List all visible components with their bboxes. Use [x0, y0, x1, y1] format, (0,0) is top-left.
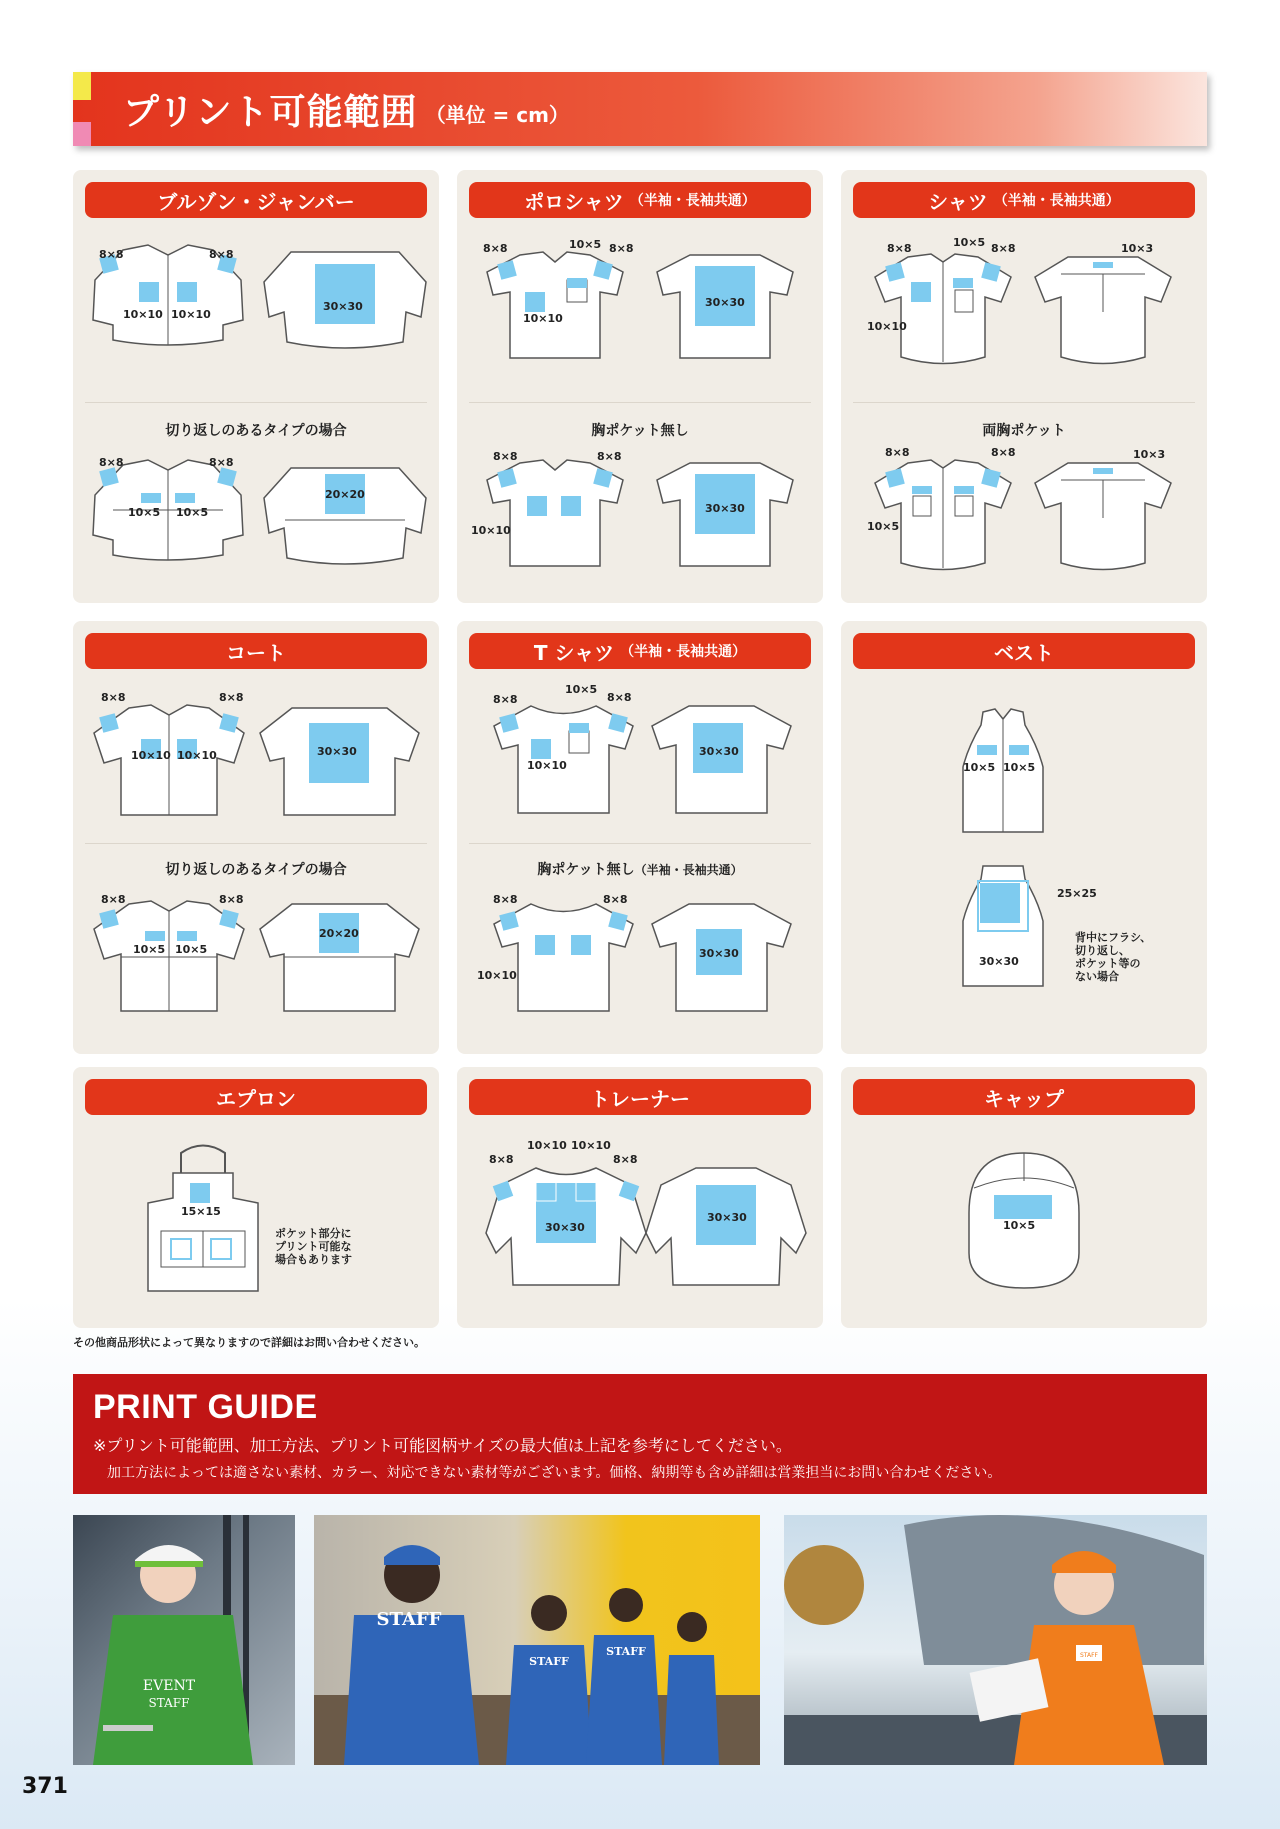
- svg-text:STAFF: STAFF: [376, 1609, 442, 1630]
- label: 30×30: [699, 745, 739, 758]
- photo-stadium-staff: [784, 1515, 1207, 1765]
- label: 10×5: [176, 506, 209, 519]
- label: 8×8: [887, 242, 912, 255]
- label: 10×10: [123, 308, 163, 321]
- label: 8×8: [613, 1153, 638, 1166]
- label: 8×8: [101, 691, 126, 704]
- label: 30×30: [979, 955, 1019, 968]
- label: 8×8: [609, 242, 634, 255]
- coat-front-alt-diagram: [89, 899, 249, 1014]
- label: 8×8: [483, 242, 508, 255]
- label: 8×8: [219, 691, 244, 704]
- label: 8×8: [597, 450, 622, 463]
- label: 8×8: [493, 693, 518, 706]
- label: 20×20: [319, 927, 359, 940]
- panel-apron: [73, 1067, 439, 1328]
- panel-trainer: [457, 1067, 823, 1328]
- label: 10×5: [867, 520, 900, 533]
- label: 30×30: [699, 947, 739, 960]
- shirt-back-alt-diagram: [1033, 458, 1173, 573]
- coat-back-alt-diagram: [257, 899, 422, 1014]
- coat-back-diagram: [257, 703, 422, 818]
- panel-polo: [457, 170, 823, 603]
- panel-title: コート: [85, 633, 427, 669]
- label: 8×8: [493, 450, 518, 463]
- label: 30×30: [707, 1211, 747, 1224]
- label: 10×5: [1003, 761, 1036, 774]
- print-guide: [73, 1374, 1207, 1494]
- apron-note: ポケット部分に プリント可能な 場合もあります: [275, 1227, 352, 1266]
- tshirt-front-alt-diagram: [491, 899, 636, 1014]
- subcaption: 切り返しのあるタイプの場合: [165, 423, 347, 439]
- guide-text-2: 加工方法によっては適さない素材、カラー、対応できない素材等がございます。価格、納期等も含め詳細は営業担当にお問い合わせください。: [107, 1465, 1002, 1481]
- footnote: その他商品形状によって異なりますので詳細はお問い合わせください。: [73, 1336, 425, 1349]
- label: 10×10: [527, 1139, 567, 1152]
- page-number: 371: [22, 1774, 68, 1799]
- shirt-front-diagram: [873, 252, 1013, 367]
- panel-title: トレーナー: [469, 1079, 811, 1115]
- label: 10×5: [565, 683, 598, 696]
- label: 10×3: [1121, 242, 1154, 255]
- label: 8×8: [489, 1153, 514, 1166]
- label: 8×8: [99, 456, 124, 469]
- label: 10×10: [177, 749, 217, 762]
- label: 8×8: [603, 893, 628, 906]
- panel-title: エプロン: [85, 1079, 427, 1115]
- shirt-front-alt-diagram: [873, 458, 1013, 573]
- label: 8×8: [607, 691, 632, 704]
- polo-front-diagram: [485, 250, 625, 360]
- label: 30×30: [705, 296, 745, 309]
- panel-coat: [73, 621, 439, 1054]
- label: 20×20: [325, 488, 365, 501]
- panel-vest: [841, 621, 1207, 1054]
- label: 10×10: [527, 759, 567, 772]
- label: 8×8: [219, 893, 244, 906]
- panel-title: ブルゾン・ジャンバー: [85, 182, 427, 218]
- label: 10×5: [175, 943, 208, 956]
- subcaption: 両胸ポケット: [982, 423, 1066, 439]
- label: 8×8: [101, 893, 126, 906]
- trainer-back-diagram: [641, 1163, 811, 1288]
- label: 30×30: [323, 300, 363, 313]
- label: 10×10: [867, 320, 907, 333]
- label: 8×8: [991, 242, 1016, 255]
- panel-cap: [841, 1067, 1207, 1328]
- section-banner: [73, 72, 1207, 146]
- panel-tshirt: [457, 621, 823, 1054]
- panel-title: T シャツ （半袖・長袖共通）: [469, 633, 811, 669]
- panel-title: ベスト: [853, 633, 1195, 669]
- unit-label: （単位 = cm）: [425, 102, 569, 127]
- label: 10×3: [1133, 448, 1166, 461]
- label: 10×10: [571, 1139, 611, 1152]
- label: 25×25: [1057, 887, 1097, 900]
- label: 8×8: [209, 248, 234, 261]
- label: 10×5: [1003, 1219, 1036, 1232]
- svg-text:EVENT: EVENT: [142, 1678, 196, 1694]
- label: 10×10: [523, 312, 563, 325]
- banner-accent-pink: [73, 122, 91, 146]
- label: 10×5: [133, 943, 166, 956]
- panel-blouson: [73, 170, 439, 603]
- svg-text:STAFF: STAFF: [606, 1645, 646, 1658]
- vest-note: 背中にフラシ、 切り返し、 ポケット等の ない場合: [1075, 931, 1152, 983]
- label: 10×10: [471, 524, 511, 537]
- page-title: プリント可能範囲: [123, 91, 418, 133]
- panel-title: ポロシャツ （半袖・長袖共通）: [469, 182, 811, 218]
- guide-text-1: ※プリント可能範囲、加工方法、プリント可能図柄サイズの最大値は上記を参考にしてください。: [93, 1436, 792, 1455]
- label: 10×5: [953, 236, 986, 249]
- svg-text:STAFF: STAFF: [148, 1696, 190, 1710]
- blouson-front-alt-diagram: [83, 455, 253, 575]
- svg-text:STAFF: STAFF: [529, 1655, 569, 1668]
- photo-staff-team: [314, 1515, 760, 1765]
- label: 15×15: [181, 1205, 221, 1218]
- apron-diagram: [143, 1143, 263, 1293]
- panel-title: シャツ （半袖・長袖共通）: [853, 182, 1195, 218]
- subcaption: 胸ポケット無し: [591, 423, 689, 439]
- label: 10×5: [569, 238, 602, 251]
- banner-accent-yellow: [73, 72, 91, 100]
- subcaption: 胸ポケット無し（半袖・長袖共通）: [537, 862, 743, 878]
- guide-title: PRINT GUIDE: [93, 1388, 318, 1426]
- label: 8×8: [991, 446, 1016, 459]
- label: 10×10: [477, 969, 517, 982]
- label: 10×5: [963, 761, 996, 774]
- label: 8×8: [493, 893, 518, 906]
- vest-back-diagram: [953, 861, 1053, 991]
- cap-diagram: [959, 1143, 1089, 1293]
- polo-front-alt-diagram: [485, 458, 625, 568]
- label: 10×10: [131, 749, 171, 762]
- label: 10×5: [128, 506, 161, 519]
- subcaption: 切り返しのあるタイプの場合: [165, 862, 347, 878]
- label: 8×8: [209, 456, 234, 469]
- label: 30×30: [705, 502, 745, 515]
- blouson-back-alt-diagram: [261, 458, 429, 576]
- svg-text:STAFF: STAFF: [1079, 1652, 1099, 1659]
- tshirt-back-diagram: [649, 701, 794, 816]
- label: 10×10: [171, 308, 211, 321]
- label: 8×8: [885, 446, 910, 459]
- panel-shirt: [841, 170, 1207, 603]
- shirt-back-diagram: [1033, 252, 1173, 367]
- label: 30×30: [545, 1221, 585, 1234]
- photo-event-staff: [73, 1515, 295, 1765]
- label: 30×30: [317, 745, 357, 758]
- panel-title: キャップ: [853, 1079, 1195, 1115]
- label: 8×8: [99, 248, 124, 261]
